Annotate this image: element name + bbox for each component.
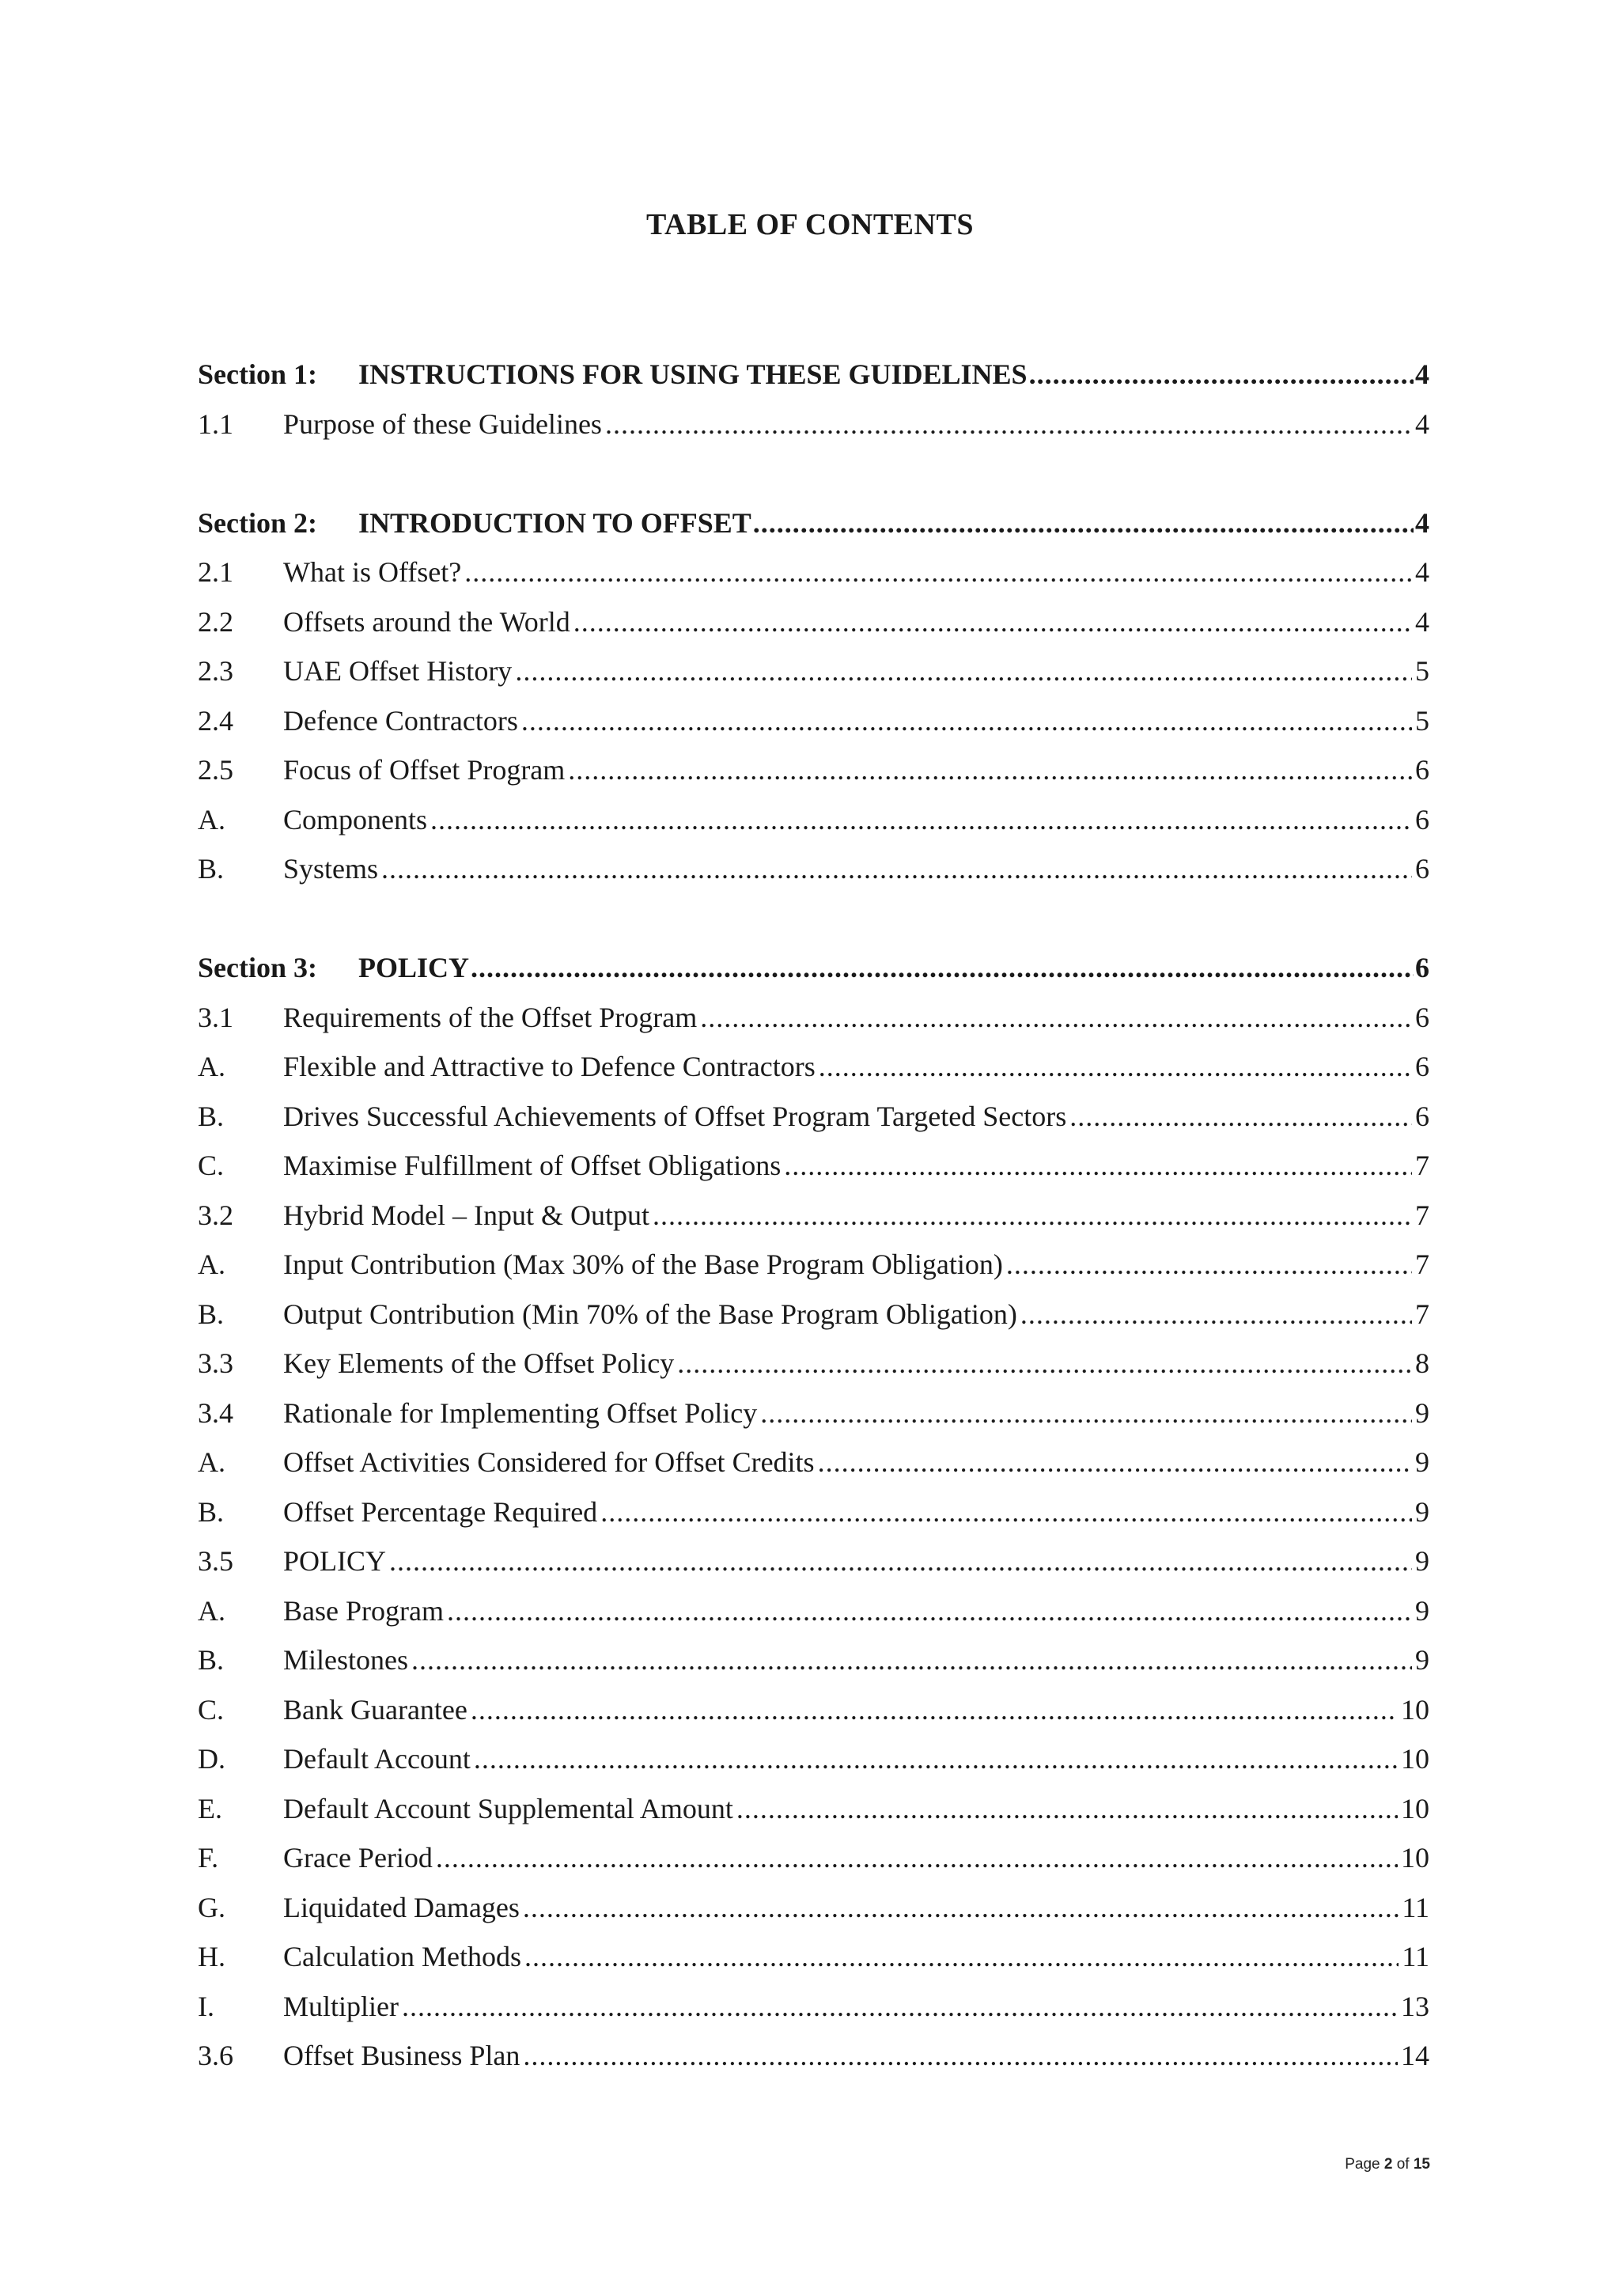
toc-dot-leader — [568, 745, 1412, 795]
toc-entry-label: Milestones — [283, 1644, 408, 1676]
toc-entry-label: INTRODUCTION TO OFFSET — [358, 506, 751, 539]
toc-entry-label: Offset Percentage Required — [283, 1495, 598, 1528]
toc-dot-leader — [573, 597, 1412, 647]
toc-entry-label: Maximise Fulfillment of Offset Obligations — [283, 1150, 782, 1181]
toc-page-number: 6 — [1415, 952, 1429, 983]
toc-page-number: 6 — [1415, 754, 1429, 786]
toc-page-number: 7 — [1415, 1298, 1429, 1330]
toc-dot-leader — [818, 1438, 1412, 1487]
toc-entry[interactable] — [198, 993, 1429, 1043]
toc-entry-label: Calculation Methods — [283, 1941, 521, 1972]
toc-entry-label: Purpose of these Guidelines — [283, 407, 602, 440]
toc-page-number: 6 — [1415, 853, 1429, 885]
toc-entry-number: A. — [198, 803, 225, 835]
toc-entry-label: Base Program — [283, 1594, 444, 1627]
toc-entry[interactable] — [198, 1487, 1429, 1537]
toc-dot-leader — [521, 696, 1412, 746]
toc-dot-leader — [524, 1932, 1399, 1982]
toc-dot-leader — [819, 1042, 1412, 1092]
toc-entry-number: 3.5 — [198, 1545, 233, 1577]
toc-entry-number: Section 3: — [198, 952, 317, 983]
toc-entry-number: 2.2 — [198, 605, 233, 638]
toc-entry-label: Focus of Offset Program — [283, 754, 566, 786]
toc-entry-label: Offset Activities Considered for Offset Credits — [283, 1446, 815, 1478]
toc-page-number: 6 — [1415, 1001, 1429, 1033]
toc-dot-leader — [381, 844, 1412, 894]
toc-dot-leader — [760, 1389, 1412, 1438]
toc-entry-number: A. — [198, 1248, 225, 1280]
toc-dot-leader — [653, 1191, 1412, 1241]
current-page: 2 — [1383, 2156, 1393, 2173]
toc-entry-number: H. — [198, 1941, 225, 1972]
toc-page-number: 6 — [1415, 803, 1429, 835]
toc-entry-number: 2.5 — [198, 754, 233, 786]
toc-page-number: 11 — [1402, 1891, 1429, 1923]
toc-entry[interactable] — [198, 400, 1429, 449]
toc-dot-leader — [447, 1586, 1412, 1636]
toc-entry-label: UAE Offset History — [283, 655, 513, 687]
toc-dot-leader — [784, 1141, 1412, 1191]
toc-entry-label: Key Elements of the Offset Policy — [283, 1347, 675, 1379]
toc-entry-label: Rationale for Implementing Offset Policy — [283, 1396, 758, 1429]
toc-page-number: 14 — [1401, 2040, 1429, 2071]
toc-entry-label: Hybrid Model – Input & Output — [283, 1199, 649, 1231]
toc-entry-label: Default Account — [283, 1743, 471, 1775]
toc-entry[interactable] — [198, 696, 1429, 746]
toc-entry-number: 3.6 — [198, 2040, 233, 2071]
toc-page-number: 4 — [1415, 556, 1429, 588]
toc-dot-leader — [523, 1883, 1399, 1933]
toc-page-number: 11 — [1402, 1941, 1429, 1972]
toc-page-number: 9 — [1415, 1545, 1429, 1577]
toc-dot-leader — [736, 1784, 1398, 1834]
toc-page-number: 9 — [1415, 1495, 1429, 1528]
toc-entry-label: Multiplier — [283, 1990, 399, 2022]
toc-entry-number: I. — [198, 1990, 214, 2022]
toc-entry-number: A. — [198, 1594, 225, 1627]
toc-page-number: 7 — [1415, 1199, 1429, 1231]
toc-page-number: 9 — [1415, 1446, 1429, 1478]
toc-page-number: 4 — [1415, 605, 1429, 638]
toc-page-number: 9 — [1415, 1396, 1429, 1429]
toc-dot-leader — [1069, 1092, 1412, 1142]
toc-entry[interactable] — [198, 1191, 1429, 1241]
toc-dot-leader — [1020, 1290, 1412, 1339]
toc-entry-number: Section 2: — [198, 506, 317, 539]
toc-entry-label: POLICY — [283, 1545, 387, 1577]
toc-entry-number: A. — [198, 1446, 225, 1478]
toc-spacer — [198, 894, 1429, 944]
toc-entry-number: B. — [198, 853, 225, 885]
toc-dot-leader — [523, 2031, 1398, 2081]
toc-dot-leader — [402, 1982, 1398, 2032]
toc-section-heading[interactable] — [198, 350, 1429, 400]
toc-entry[interactable] — [198, 1240, 1429, 1290]
toc-dot-leader — [436, 1833, 1398, 1883]
toc-entry-label: Offsets around the World — [283, 605, 570, 638]
toc-dot-leader — [464, 547, 1412, 597]
toc-dot-leader — [515, 646, 1412, 696]
toc-page-number: 5 — [1415, 704, 1429, 737]
toc-entry-label: Defence Contractors — [283, 704, 518, 737]
toc-entry-label: Requirements of the Offset Program — [283, 1001, 698, 1033]
toc-entry[interactable] — [198, 1536, 1429, 1586]
toc-entry[interactable] — [198, 1982, 1429, 2032]
toc-entry[interactable] — [198, 547, 1429, 597]
toc-page-number: 7 — [1415, 1150, 1429, 1181]
toc-entry[interactable] — [198, 1734, 1429, 1784]
toc-entry[interactable] — [198, 1290, 1429, 1339]
toc-page-number: 9 — [1415, 1594, 1429, 1627]
toc-entry[interactable] — [198, 1339, 1429, 1389]
toc-entry-label: Bank Guarantee — [283, 1693, 467, 1726]
toc-page-number: 6 — [1415, 1100, 1429, 1132]
toc-page-number: 10 — [1401, 1693, 1429, 1726]
toc-entry-label: Components — [283, 803, 428, 835]
toc-spacer — [198, 449, 1429, 498]
toc-entry[interactable] — [198, 1932, 1429, 1982]
toc-entry-label: Flexible and Attractive to Defence Contractors — [283, 1051, 816, 1082]
toc-dot-leader — [430, 795, 1412, 845]
toc-entry[interactable] — [198, 1833, 1429, 1883]
toc-entry-number: 2.4 — [198, 704, 233, 737]
toc-dot-leader — [700, 993, 1412, 1043]
toc-entry[interactable] — [198, 2031, 1429, 2081]
toc-entry[interactable] — [198, 1685, 1429, 1735]
toc-entry-label: Drives Successful Achievements of Offset Program Targeted Sectors — [283, 1100, 1067, 1132]
toc-page-number: 10 — [1401, 1743, 1429, 1775]
toc-entry-number: B. — [198, 1100, 225, 1132]
toc-dot-leader — [471, 1685, 1398, 1735]
toc-entry[interactable] — [198, 1784, 1429, 1834]
toc-entry-number: 2.3 — [198, 655, 233, 687]
toc-section-heading[interactable] — [198, 498, 1429, 548]
toc-entry-number: F. — [198, 1842, 219, 1874]
toc-entry-number: 1.1 — [198, 407, 233, 440]
toc-dot-leader — [411, 1635, 1412, 1685]
toc-entry-number: 3.3 — [198, 1347, 233, 1379]
toc-dot-leader — [677, 1339, 1412, 1389]
toc-dot-leader — [389, 1536, 1412, 1586]
toc-entry-number: C. — [198, 1693, 225, 1726]
toc-page-number: 10 — [1401, 1792, 1429, 1824]
toc-entry[interactable] — [198, 1141, 1429, 1191]
toc-entry-number: 3.1 — [198, 1001, 233, 1033]
toc-entry-number: Section 1: — [198, 358, 317, 390]
toc-entry-number: 3.4 — [198, 1396, 233, 1429]
toc-entry-number: E. — [198, 1792, 222, 1824]
toc-entry-label: Grace Period — [283, 1842, 433, 1874]
toc-entry-number: G. — [198, 1891, 225, 1923]
toc-entry[interactable] — [198, 1883, 1429, 1933]
toc-entry-label: What is Offset? — [283, 556, 462, 588]
toc-entry-number: D. — [198, 1743, 225, 1775]
toc-entry-label: Liquidated Damages — [283, 1891, 520, 1923]
toc-dot-leader — [600, 1487, 1412, 1537]
toc-page-number: 9 — [1415, 1644, 1429, 1676]
toc-entry[interactable] — [198, 795, 1429, 845]
toc-entry-label: Offset Business Plan — [283, 2040, 520, 2071]
toc-entry-label: Input Contribution (Max 30% of the Base Program Obligation) — [283, 1248, 1003, 1280]
table-of-contents — [198, 350, 1429, 2081]
toc-entry[interactable] — [198, 1438, 1429, 1487]
toc-entry-number: A. — [198, 1051, 225, 1082]
toc-entry-number: 3.2 — [198, 1199, 233, 1231]
toc-entry-number: 2.1 — [198, 556, 233, 588]
toc-page-number: 5 — [1415, 655, 1429, 687]
toc-dot-leader — [605, 400, 1412, 449]
page-of: of — [1396, 2156, 1410, 2173]
toc-dot-leader — [1006, 1240, 1412, 1290]
toc-page-number: 10 — [1401, 1842, 1429, 1874]
toc-entry[interactable] — [198, 1635, 1429, 1685]
toc-entry-number: B. — [198, 1644, 225, 1676]
toc-entry-label: INSTRUCTIONS FOR USING THESE GUIDELINES — [358, 358, 1028, 390]
toc-page-number: 7 — [1415, 1248, 1429, 1280]
toc-page-number: 13 — [1401, 1990, 1429, 2022]
page-number — [1345, 2156, 1430, 2173]
toc-entry-label: Output Contribution (Min 70% of the Base Program Obligation) — [283, 1298, 1017, 1330]
toc-page-number: 4 — [1415, 407, 1429, 440]
toc-dot-leader — [1029, 350, 1414, 400]
toc-page-number: 8 — [1415, 1347, 1429, 1379]
toc-entry[interactable] — [198, 1092, 1429, 1142]
toc-entry[interactable] — [198, 597, 1429, 647]
page-prefix: Page — [1345, 2156, 1380, 2173]
toc-dot-leader — [471, 943, 1414, 993]
toc-dot-leader — [753, 498, 1414, 548]
toc-section-heading[interactable] — [198, 943, 1429, 993]
toc-page-number: 4 — [1415, 358, 1429, 390]
toc-entry-number: B. — [198, 1495, 225, 1528]
toc-entry[interactable] — [198, 844, 1429, 894]
toc-entry[interactable] — [198, 646, 1429, 696]
toc-entry-number: B. — [198, 1298, 225, 1330]
toc-entry-number: C. — [198, 1150, 225, 1181]
page-title: TABLE OF CONTENTS — [646, 208, 974, 241]
toc-entry[interactable] — [198, 1042, 1429, 1092]
toc-page-number: 4 — [1415, 506, 1429, 539]
toc-page-number: 6 — [1415, 1051, 1429, 1082]
toc-entry[interactable] — [198, 745, 1429, 795]
toc-entry[interactable] — [198, 1586, 1429, 1636]
toc-dot-leader — [474, 1734, 1398, 1784]
toc-entry[interactable] — [198, 1389, 1429, 1438]
total-pages: 15 — [1413, 2156, 1430, 2173]
toc-entry-label: POLICY — [358, 952, 470, 983]
toc-entry-label: Default Account Supplemental Amount — [283, 1792, 733, 1824]
toc-entry-label: Systems — [283, 853, 379, 885]
